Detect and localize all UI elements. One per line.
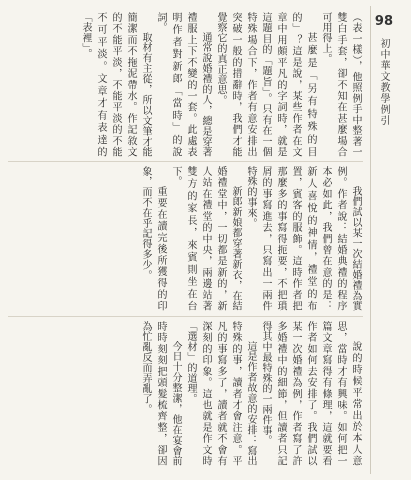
text-band-top (8, 12, 363, 157)
text-band-middle (8, 166, 363, 311)
body-text (8, 12, 363, 466)
paragraph: 新郎新娘都穿著新衣，在結婚禮堂中，一切都是新的，新人站在禮堂的中央，兩邊站著雙方的家長，來賓則坐在台下。 (170, 166, 241, 312)
band-divider (8, 161, 363, 162)
paragraph: 今日十分整潔，他在宴會前時時刻刻把頭髮梳齊整，卻因為忙亂反而弄亂了。 (140, 320, 181, 466)
paragraph: 這是作者故意的安排：寫出特殊的事，讀者才會注意。平凡的事寫多了，讀者就不會有深刻的印象。這也就是作文時「選材」的道理。 (185, 320, 256, 466)
paragraph: 說的時候平常出於本人意思，當時才有興味。如何把一篇文章寫得有條理，這就要看作者如何去安排了。我們試以某一次婚禮為例，作者寫了許多婚禮中的細節，但讀者只記得其中最特殊的一兩件事。 (260, 320, 361, 466)
paragraph: 取材有主從，所以文筆才能簡潔而不拖泥帶水。作記敘文的不能平淡，不能平淡的不能不可平淡。文章才有表達的「表裡」。 (80, 12, 151, 158)
page-header (367, 8, 397, 478)
paragraph: 甚麼是「另有特殊的目的」？這是說，某些作者在文章中用頗平凡的字詞時，就是這題目的「題旨」。只有在一個特殊場合下，作者有意安排出突破一般的措辭時，我們才能覺察它的真正意思。 (215, 12, 316, 158)
paragraph: （表一樣），他照例手中整著一雙白手套，卻不知在甚麼場合可用得上。 (320, 12, 361, 158)
paragraph: 重要在讀完後所獲得的印象，而不在乎記得多少。 (140, 166, 166, 312)
page-number: 98 (374, 14, 393, 29)
band-divider (8, 316, 363, 317)
running-head: 初中華文教學例引 (378, 38, 389, 126)
paragraph: 我們試以某一次結婚禮為實例。作者說：結婚典禮的程序本必如此，我們曾在意的是：新人喜悅的神情，禮堂的布置，賓客的服飾。這時作者把那麼多的事寫得扼要，不把瑣屑的事寫進去，只寫出一兩件特殊的事來。 (245, 166, 361, 312)
paragraph: 通常說婚禮的人，總是穿著禮服上下不變的一套。此處表明作者對新郎「當時」的說詞。 (155, 12, 211, 158)
text-band-bottom (8, 321, 363, 466)
